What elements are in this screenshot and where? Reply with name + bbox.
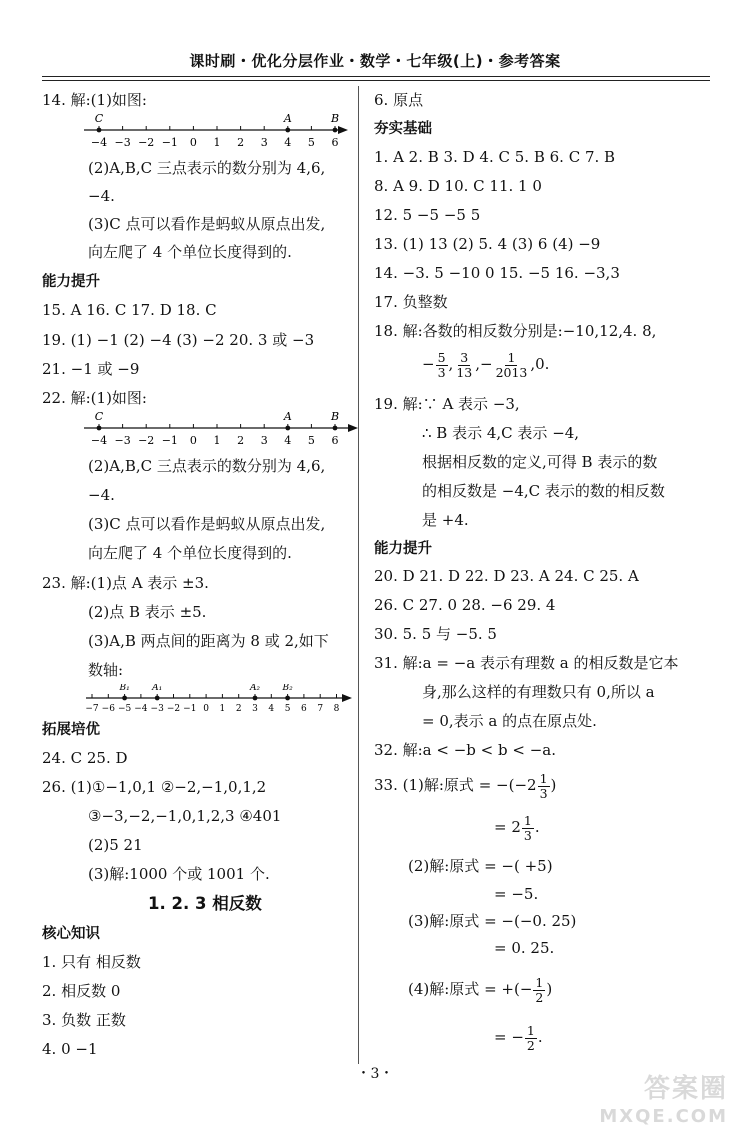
fraction: $\frac{3}{13}$ (456, 349, 473, 380)
tick-label: 3 (252, 704, 258, 714)
watermark-logo: 答案圈 MXQE.COM (599, 1074, 728, 1127)
tick-label: 1 (219, 704, 226, 714)
basic-row-5: 14. −3. 5 −10 0 15. −5 16. −3,3 (374, 264, 620, 282)
q33-part2-result: = −5. (494, 885, 539, 903)
answer-6: 6. 原点 (374, 91, 424, 109)
tick-label: 0 (203, 704, 209, 714)
point-dot (285, 128, 290, 133)
point-dot (285, 696, 290, 701)
answers-19-20: 19. (1) −1 (2) −4 (3) −2 20. 3 或 −3 (42, 331, 315, 349)
basic-row-4: 13. (1) 13 (2) 5. 4 (3) 6 (4) −9 (374, 235, 601, 253)
fraction: $\frac{5}{3}$ (437, 349, 446, 380)
ability-row-3: 30. 5. 5 与 −5. 5 (374, 625, 497, 643)
q32-answer: 32. 解:a < −b < b < −a. (374, 741, 556, 759)
tick-label: −3 (114, 136, 131, 149)
point-label: C (94, 412, 104, 423)
q22-line3: −4. (88, 486, 115, 504)
tick-label: 6 (331, 136, 339, 149)
q33-part3: (3)解:原式 = −(−0. 25) (408, 912, 577, 930)
point-dot (122, 696, 127, 701)
answer-21: 21. −1 或 −9 (42, 360, 140, 378)
column-divider (358, 86, 359, 1064)
axis-arrow (348, 424, 358, 432)
point-label: A (283, 412, 292, 423)
q23-line4: 数轴: (88, 661, 124, 679)
tick-label: 6 (331, 434, 339, 447)
tick-label: −3 (150, 704, 164, 714)
tick-label: 5 (307, 136, 315, 149)
point-label: C (94, 114, 104, 125)
q33-part1: 33. (1)解:原式 = −(−2 $\frac{1}{3}$ ) (374, 770, 557, 801)
tick-label: 2 (235, 704, 242, 714)
tick-label: −1 (161, 136, 178, 149)
axis-arrow (342, 694, 352, 702)
core-answer-3: 3. 负数 正数 (42, 1011, 126, 1029)
q19-line3: 根据相反数的定义,可得 B 表示的数 (422, 453, 658, 471)
q26-line2: ③−3,−2,−1,0,1,2,3 ④401 (88, 807, 282, 825)
basic-row-6: 17. 负整数 (374, 293, 448, 311)
point-dot (155, 696, 160, 701)
q33-part2: (2)解:原式 = −( +5) (408, 857, 553, 875)
point-dot (333, 426, 338, 431)
ability-row-1: 20. D 21. D 22. D 23. A 24. C 25. A (374, 567, 639, 585)
point-dot (97, 426, 102, 431)
tick-label: −6 (101, 704, 115, 714)
q14-line3: −4. (88, 187, 115, 205)
core-answer-1: 1. 只有 相反数 (42, 953, 141, 971)
tick-label: −4 (90, 136, 108, 149)
header-rule-thin (42, 80, 710, 81)
point-label: A₂ (249, 684, 261, 693)
number-line-3 (82, 684, 354, 720)
section-ability-left: 能力提升 (42, 274, 100, 290)
page-header: 课时刷・优化分层作业・数学・七年级(上)・参考答案 (189, 52, 561, 70)
q18-line1: 18. 解:各数的相反数分别是:−10,12,4. 8, (374, 322, 657, 340)
point-label: B (330, 412, 340, 423)
fraction: $\frac{1}{3}$ (539, 770, 548, 801)
fraction: $\frac{1}{2}$ (526, 1022, 535, 1053)
point-label: A₁ (152, 684, 163, 693)
tick-label: −5 (117, 704, 132, 714)
tick-label: 5 (307, 434, 315, 447)
tick-label: 2 (237, 434, 245, 447)
tick-label: 4 (284, 136, 292, 149)
number-line-1 (80, 114, 350, 154)
core-answer-2: 2. 相反数 0 (42, 982, 121, 1000)
q22-line5: 向左爬了 4 个单位长度得到的. (88, 544, 292, 562)
q33-part4-result: = − $\frac{1}{2}$ . (494, 1022, 543, 1053)
q14-line1: 14. 解:(1)如图: (42, 91, 147, 109)
q19-line4: 的相反数是 −4,C 表示的数的相反数 (422, 482, 665, 500)
basic-row-1: 1. A 2. B 3. D 4. C 5. B 6. C 7. B (374, 148, 616, 166)
q18-fractions: − $\frac{5}{3}$ , $\frac{3}{13}$ ,− $\frac{1}{2013}$ ,0. (422, 349, 550, 380)
q26-line3: (2)5 21 (88, 836, 143, 854)
q26-line1: 26. (1)①−1,0,1 ②−2,−1,0,1,2 (42, 778, 267, 796)
tick-label: 2 (237, 136, 245, 149)
tick-label: −2 (138, 136, 155, 149)
section-basic: 夯实基础 (374, 121, 432, 137)
q23-line1: 23. 解:(1)点 A 表示 ±3. (42, 574, 209, 592)
q14-line4: (3)C 点可以看作是蚂蚁从原点出发, (88, 215, 326, 233)
answers-24-25: 24. C 25. D (42, 749, 128, 767)
tick-label: 4 (268, 704, 275, 714)
answers-15-18: 15. A 16. C 17. D 18. C (42, 301, 217, 319)
fraction: $\frac{1}{3}$ (523, 812, 532, 843)
tick-label: 3 (260, 434, 268, 447)
tick-label: 8 (333, 704, 340, 714)
q19-line5: 是 +4. (422, 511, 469, 529)
q31-line2: 身,那么这样的有理数只有 0,所以 a (422, 683, 655, 701)
q23-line2: (2)点 B 表示 ±5. (88, 603, 207, 621)
section-title: 1. 2. 3 相反数 (148, 894, 262, 913)
axis-arrow (338, 126, 348, 134)
q33-part3-result: = 0. 25. (494, 939, 555, 957)
tick-label: −3 (114, 434, 131, 447)
point-label: B₁ (119, 684, 130, 693)
q22-line2: (2)A,B,C 三点表示的数分别为 4,6, (88, 457, 326, 475)
section-ability-right: 能力提升 (374, 541, 432, 557)
tick-label: −2 (138, 434, 155, 447)
q33-part4: (4)解:原式 = +(− $\frac{1}{2}$ ) (408, 974, 553, 1005)
basic-row-3: 12. 5 −5 −5 5 (374, 206, 481, 224)
page-number: ・3・ (356, 1066, 394, 1082)
tick-label: 7 (317, 704, 324, 714)
q14-line2: (2)A,B,C 三点表示的数分别为 4,6, (88, 159, 326, 177)
tick-label: 1 (213, 136, 221, 149)
point-label: B₂ (282, 684, 293, 693)
q14-line5: 向左爬了 4 个单位长度得到的. (88, 243, 292, 261)
q31-line1: 31. 解:a = −a 表示有理数 a 的相反数是它本 (374, 654, 679, 672)
q22-line4: (3)C 点可以看作是蚂蚁从原点出发, (88, 515, 326, 533)
q31-line3: = 0,表示 a 的点在原点处. (422, 712, 597, 730)
tick-label: −1 (161, 434, 178, 447)
basic-row-2: 8. A 9. D 10. C 11. 1 0 (374, 177, 542, 195)
tick-label: 0 (189, 434, 197, 447)
number-line-2 (80, 412, 360, 452)
tick-label: −2 (166, 704, 181, 714)
q22-line1: 22. 解:(1)如图: (42, 389, 147, 407)
tick-label: 6 (301, 704, 307, 714)
tick-label: −7 (85, 704, 99, 714)
q26-line4: (3)解:1000 个或 1001 个. (88, 865, 270, 883)
point-dot (333, 128, 338, 133)
point-dot (97, 128, 102, 133)
q19-line2: ∴ B 表示 4,C 表示 −4, (422, 424, 580, 442)
q33-part1-result: = 2 $\frac{1}{3}$ . (494, 812, 540, 843)
tick-label: −4 (90, 434, 108, 447)
q23-line3: (3)A,B 两点间的距离为 8 或 2,如下 (88, 632, 329, 650)
core-answer-4: 4. 0 −1 (42, 1040, 98, 1058)
tick-label: −1 (183, 704, 197, 714)
section-extension: 拓展培优 (42, 722, 100, 738)
point-dot (285, 426, 290, 431)
tick-label: 3 (260, 136, 268, 149)
ability-row-2: 26. C 27. 0 28. −6 29. 4 (374, 596, 556, 614)
tick-label: 0 (189, 136, 197, 149)
point-label: B (330, 114, 340, 125)
q19-line1: 19. 解:∵ A 表示 −3, (374, 395, 520, 413)
tick-label: 4 (284, 434, 292, 447)
fraction: $\frac{1}{2013}$ (495, 349, 528, 380)
section-core: 核心知识 (42, 926, 100, 942)
point-dot (253, 696, 258, 701)
point-label: A (283, 114, 292, 125)
tick-label: 5 (284, 704, 291, 714)
tick-label: 1 (213, 434, 221, 447)
header-rule (42, 76, 710, 77)
fraction: $\frac{1}{2}$ (535, 974, 544, 1005)
tick-label: −4 (134, 704, 148, 714)
